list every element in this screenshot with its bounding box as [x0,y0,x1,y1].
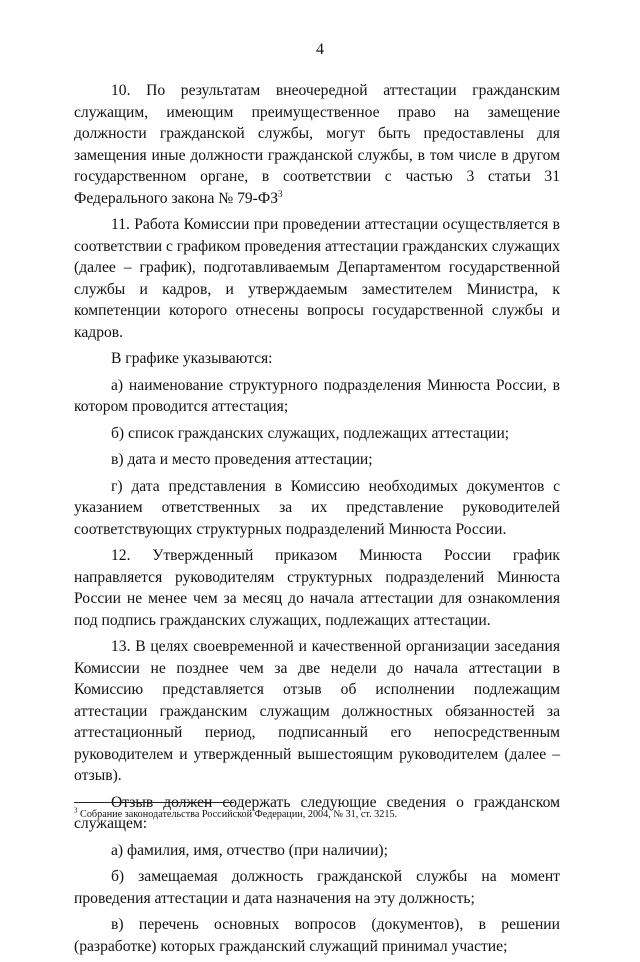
schedule-item-c: в) дата и место проведения аттестации; [111,451,373,468]
footnote-reference[interactable]: 3 [278,188,283,199]
schedule-item-d: г) дата представления в Комиссию необходимых документов с указанием ответственных за их представление руководителей соответствующих структурных подразделений Минюста России. [74,477,560,538]
review-item-c: в) перечень основных вопросов (документов), в решении (разработке) которых гражданский служащий принимал участие; [74,916,560,955]
review-item-a: а) фамилия, имя, отчество (при наличии); [111,841,388,859]
footnote-marker: 3 [74,806,78,815]
paragraph-12: 12. Утвержденный приказом Минюста России график направляется руководителям структурных подразделений Минюста России не менее чем за месяц до начала аттестации для ознакомления под подпись гражданских служащих, подлежащих аттестации. [74,547,560,629]
document-body [74,80,560,962]
schedule-item-b: б) список гражданских служащих, подлежащих аттестации; [111,424,510,442]
paragraph-10-text: 10. По результатам внеочередной аттестации гражданским служащим, имеющим преимущественное право на замещение должности гражданской службы, могут быть предоставлены для замещения иные должности гражданской службы, в том числе в другом государственном органе, в соответствии с частью 3 статьи 31 Федерального закона № 79-ФЗ [74,82,560,207]
schedule-intro: В графике указываются: [111,350,273,367]
footnote [74,808,564,822]
footnote-text: Собрание законодательства Российской Федерации, 2004, № 31, ст. 3215. [80,809,398,820]
review-item-b: б) замещаемая должность гражданской службы на момент проведения аттестации и дата назначения на эту должность; [74,868,560,907]
paragraph-10 [74,80,560,209]
schedule-item-a: а) наименование структурного подразделения Минюста России, в котором проводится аттестация; [74,376,560,415]
footnote-divider [74,802,234,803]
review-intro: Отзыв должен содержать следующие сведения о гражданском служащем: [74,793,560,832]
paragraph-13: 13. В целях своевременной и качественной организации заседания Комиссии не позднее чем за две недели до начала аттестации в Комиссию представляется отзыв об исполнении подлежащим аттестации гражданским служащим должностных обязанностей за аттестационный период, подписанный его непосредственным руководителем и утвержденный вышестоящим руководителем (далее – отзыв). [74,638,560,784]
page-number: 4 [316,41,324,58]
paragraph-11: 11. Работа Комиссии при проведении аттестации осуществляется в соответствии с графиком проведения аттестации гражданских служащих (далее – график), подготавливаемым Департаментом государственной службы и кадров, и утверждаемым заместителем Министра, к компетенции которого отнесены вопросы государственной службы и кадров. [74,216,560,341]
